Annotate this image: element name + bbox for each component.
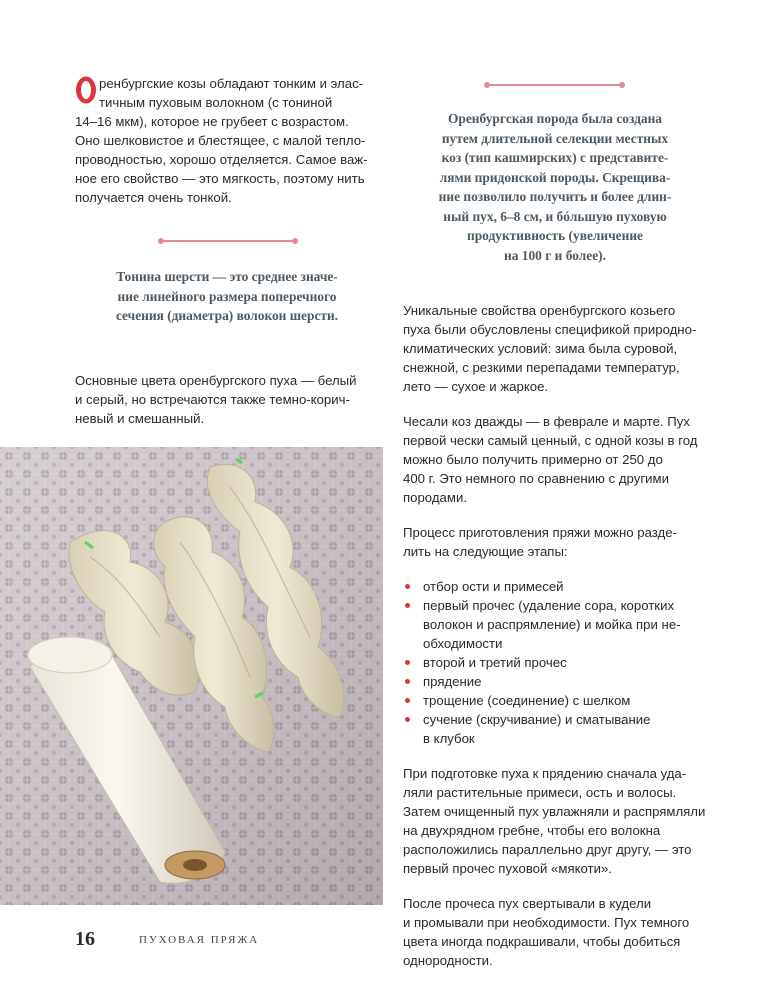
sidebar-right-line: путем длительной селекции местных bbox=[441, 130, 669, 146]
list-item-text: трощение (соединение) с шелком bbox=[423, 693, 631, 708]
list-item-text: в клубок bbox=[423, 731, 475, 746]
colors-line: Основные цвета оренбургского пуха — белый bbox=[75, 373, 357, 388]
list-item-text: обходимости bbox=[423, 636, 503, 651]
intro-paragraph bbox=[75, 74, 375, 207]
colors-paragraph bbox=[75, 371, 375, 428]
process-steps-list bbox=[403, 577, 718, 748]
sidebar-left-note bbox=[82, 267, 372, 326]
right-column bbox=[403, 301, 718, 970]
sidebar-right-line: продуктивность (увеличение bbox=[467, 228, 643, 243]
sidebar-left-divider bbox=[161, 240, 295, 242]
text-line: климатических условий: зима была суровой, bbox=[403, 341, 678, 356]
text-line: ляли растительные примеси, ость и волосы. bbox=[403, 785, 677, 800]
list-item bbox=[403, 653, 718, 672]
text-line: лить на следующие этапы: bbox=[403, 544, 568, 559]
intro-line: ное его свойство — это мягкость, поэтому нить bbox=[75, 171, 365, 186]
running-title: ПУХОВАЯ ПРЯЖА bbox=[139, 934, 260, 946]
list-item-text: волокон и распрямление) и мойка при не- bbox=[423, 617, 681, 632]
text-line: и промывали при необходимости. Пух темного bbox=[403, 915, 690, 930]
paragraph-combing bbox=[403, 412, 718, 507]
intro-line: 14–16 мкм), которое не грубеет с возрастом. bbox=[75, 114, 349, 129]
sidebar-right-line: ный пух, 6–8 см, и бóльшую пуховую bbox=[443, 208, 667, 224]
sidebar-right-line: Оренбургская порода была создана bbox=[447, 111, 663, 126]
sidebar-left-line: Тонина шерсти — это среднее значе- bbox=[116, 269, 338, 284]
sidebar-left-line: ние линейного размера поперечного bbox=[117, 288, 337, 304]
text-line: Затем очищенный пух увлажняли и распрямляли bbox=[403, 804, 706, 819]
list-item bbox=[403, 577, 718, 596]
page-number: 16 bbox=[75, 928, 95, 950]
list-item-text: прядение bbox=[423, 674, 482, 689]
text-line: снежной, с резкими перепадами температур, bbox=[403, 360, 680, 375]
paragraph-washing bbox=[403, 894, 718, 970]
list-item bbox=[403, 596, 718, 653]
text-line: При подготовке пуха к прядению сначала уда- bbox=[403, 766, 687, 781]
text-line: Уникальные свойства оренбургского козьего bbox=[403, 303, 676, 318]
text-line: расположились параллельно друг другу, — это bbox=[403, 842, 692, 857]
intro-line: тичным пуховым волокном (с тониной bbox=[99, 95, 333, 110]
intro-line: ренбургские козы обладают тонким и элас- bbox=[99, 76, 364, 91]
drop-cap-letter: О bbox=[86, 95, 87, 96]
text-line: пуха были обусловлены спецификой природно- bbox=[403, 322, 697, 337]
sidebar-right-line: коз (тип кашмирских) с представите- bbox=[441, 150, 669, 165]
sidebar-right-line: ние позволило получить и более длин- bbox=[438, 189, 672, 204]
list-item-text: отбор ости и примесей bbox=[423, 579, 564, 594]
list-item bbox=[403, 691, 718, 710]
colors-line: невый и смешанный. bbox=[75, 411, 205, 426]
text-line: После прочеса пух свертывали в кудели bbox=[403, 896, 652, 911]
intro-line: получается очень тонкой. bbox=[75, 190, 232, 205]
yarn-skeins-photo bbox=[0, 447, 383, 905]
text-line: породами. bbox=[403, 490, 467, 505]
text-line: первый прочес пуховой «мякоти». bbox=[403, 861, 612, 876]
list-item-text: второй и третий прочес bbox=[423, 655, 567, 670]
text-line: можно было получить примерно от 250 до bbox=[403, 452, 663, 467]
intro-line: Оно шелковистое и блестящее, с малой тепло- bbox=[75, 133, 366, 148]
paragraph-preparation bbox=[403, 764, 718, 878]
list-item bbox=[403, 672, 718, 691]
list-item bbox=[403, 710, 718, 748]
intro-line: проводностью, хорошо отделяется. Самое важ- bbox=[75, 152, 368, 167]
text-line: цвета иногда подкрашивали, чтобы добиться bbox=[403, 934, 681, 949]
text-line: Чесали коз дважды — в феврале и марте. Пух bbox=[403, 414, 690, 429]
text-line: на двухрядном гребне, чтобы его волокна bbox=[403, 823, 661, 838]
sidebar-right-note bbox=[410, 109, 700, 265]
sidebar-left-line: сечения (диаметра) волокон шерсти. bbox=[115, 308, 339, 323]
paragraph-climate bbox=[403, 301, 718, 396]
sidebar-right-line: лями придонской породы. Скрещива- bbox=[439, 169, 671, 185]
sidebar-right-line: на 100 г и более). bbox=[504, 247, 606, 263]
text-line: 400 г. Это немного по сравнению с другими bbox=[403, 471, 669, 486]
text-line: Процесс приготовления пряжи можно разде- bbox=[403, 525, 677, 540]
text-line: однородности. bbox=[403, 953, 493, 968]
colors-line: и серый, но встречаются также темно-корич- bbox=[75, 392, 350, 407]
text-line: лето — сухое и жаркое. bbox=[403, 379, 549, 394]
paragraph-process bbox=[403, 523, 718, 561]
sidebar-right-divider bbox=[487, 84, 622, 86]
list-item-text: первый прочес (удаление сора, коротких bbox=[423, 598, 675, 613]
text-line: первой чески самый ценный, с одной козы в год bbox=[403, 433, 698, 448]
list-item-text: сучение (скручивание) и сматывание bbox=[423, 712, 651, 727]
